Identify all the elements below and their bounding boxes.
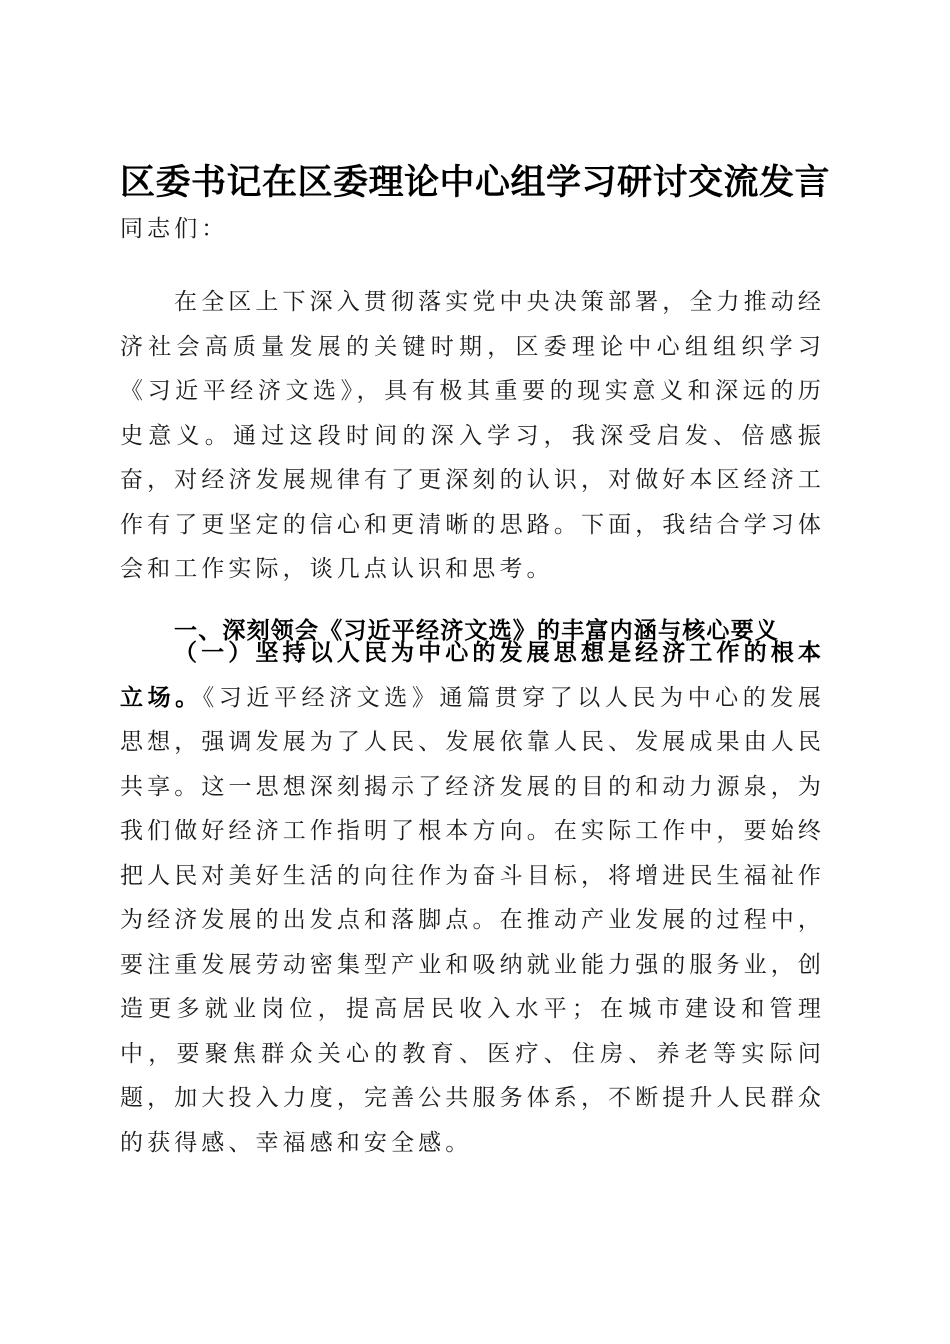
section-1-heading: 一、深刻领会《习近平经济文选》的丰富内涵与核心要义 [174,618,779,645]
subsection-1-body: 《习近平经济文选》通篇贯穿了以人民为中心的发展思想，强调发展为了人民、发展依靠人民、发展成果由人民共享。这一思想深刻揭示了经济发展的目的和动力源泉，为我们做好经济工作指明了根本方向。在实际工作中，要始终把人民对美好生活的向往作为奋斗目标，将增进民生福祉作为经济发展的出发点和落脚点。在推动产业发展的过程中，要注重发展劳动密集型产业和吸纳就业能力强的服务业，创造更多就业岗位，提高居民收入水平；在城市建设和管理中，要聚焦群众关心的教育、医疗、住房、养老等实际问题，加大投入力度，完善公共服务体系，不断提升人民群众的获得感、幸福感和安全感。 [120,684,825,1156]
intro-paragraph: 在全区上下深入贯彻落实党中央决策部署，全力推动经济社会高质量发展的关键时期，区委理论中心组组织学习《习近平经济文选》，具有极其重要的现实意义和深远的历史意义。通过这段时间的深入学习，我深受启发、倍感振奋，对经济发展规律有了更深刻的认识，对做好本区经济工作有了更坚定的信心和更清晰的思路。下面，我结合学习体会和工作实际，谈几点认识和思考。 [120,289,825,582]
document-title: 区委书记在区委理论中心组学习研讨交流发言 [119,162,830,204]
section-1-paragraph [120,631,825,1165]
subsection-1-heading: （一）坚持以人民为中心的发展思想是经济工作的根本立场。 [120,640,825,711]
salutation: 同志们： [120,216,229,242]
